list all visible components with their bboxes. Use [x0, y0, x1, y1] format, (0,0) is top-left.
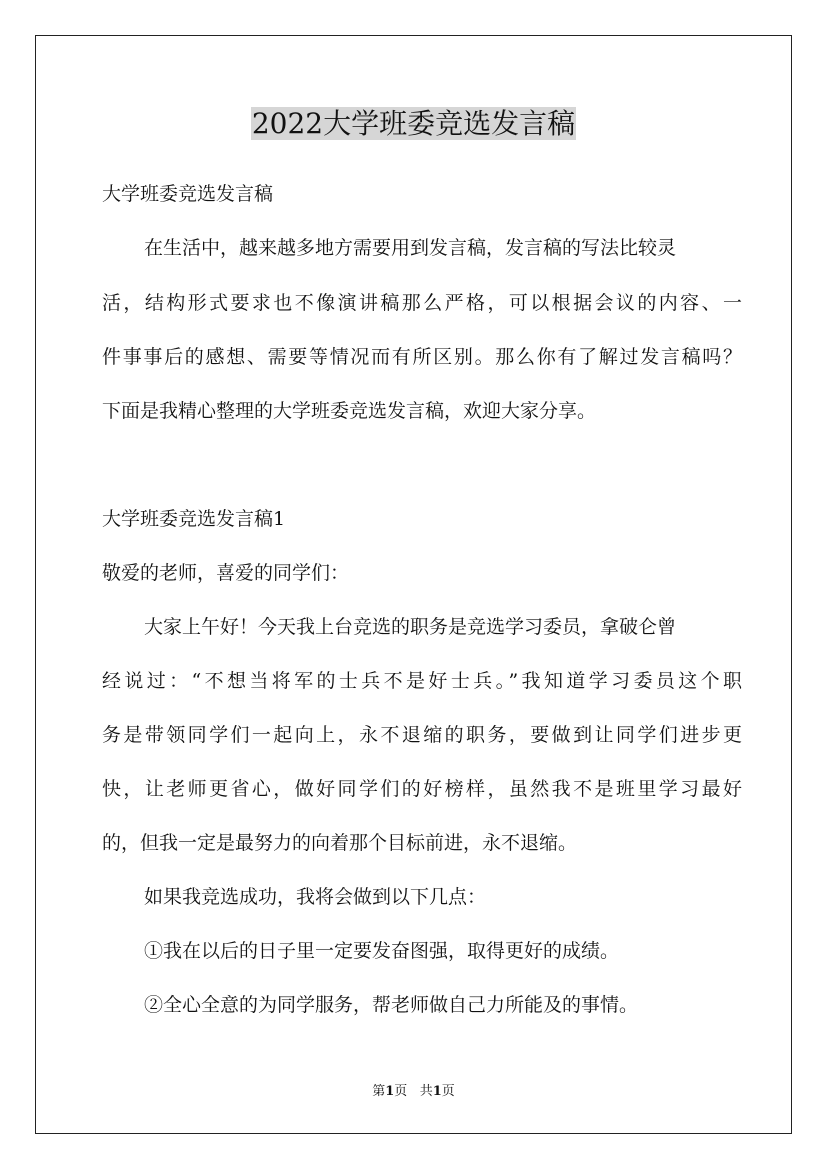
salutation: 敬爱的老师，喜爱的同学们： — [102, 562, 350, 584]
document-title — [0, 104, 827, 144]
speech-line-5: 的，但我一定是最努力的向着那个目标前进，永不退缩。 — [102, 832, 578, 854]
footer-total-suffix: 页 — [441, 1084, 455, 1099]
footer-total-prefix: 共 — [419, 1084, 433, 1099]
speech-line-2: 经说过：“不想当将军的士兵不是好士兵。”我知道学习委员这个职 — [102, 670, 742, 692]
points-intro: 如果我竞选成功，我将会做到以下几点： — [144, 886, 487, 908]
footer-page-suffix: 页 — [394, 1084, 408, 1099]
intro-heading: 大学班委竞选发言稿 — [102, 183, 274, 205]
intro-line-4: 下面是我精心整理的大学班委竞选发言稿，欢迎大家分享。 — [102, 400, 597, 422]
intro-line-2: 活，结构形式要求也不像演讲稿那么严格，可以根据会议的内容、一 — [102, 292, 742, 314]
intro-line-3: 件事事后的感想、需要等情况而有所区别。那么你有了解过发言稿吗？ — [102, 346, 742, 368]
section-heading: 大学班委竞选发言稿1 — [102, 508, 286, 530]
document-title-text: 2022大学班委竞选发言稿 — [251, 107, 576, 140]
point-2: ②全心全意的为同学服务，帮老师做自己力所能及的事情。 — [144, 994, 639, 1016]
intro-line-1: 在生活中，越来越多地方需要用到发言稿，发言稿的写法比较灵 — [144, 237, 677, 259]
speech-line-1: 大家上午好！今天我上台竞选的职务是竞选学习委员，拿破仑曾 — [144, 616, 677, 638]
footer-total-number: 1 — [432, 1084, 442, 1099]
footer-page-number: 1 — [385, 1084, 395, 1099]
point-1: ①我在以后的日子里一定要发奋图强，取得更好的成绩。 — [144, 940, 620, 962]
speech-line-3: 务是带领同学们一起向上，永不退缩的职务，要做到让同学们进步更 — [102, 724, 742, 746]
page-footer — [0, 1083, 827, 1101]
speech-line-4: 快，让老师更省心，做好同学们的好榜样，虽然我不是班里学习最好 — [102, 778, 742, 800]
footer-page-prefix: 第 — [372, 1084, 386, 1099]
